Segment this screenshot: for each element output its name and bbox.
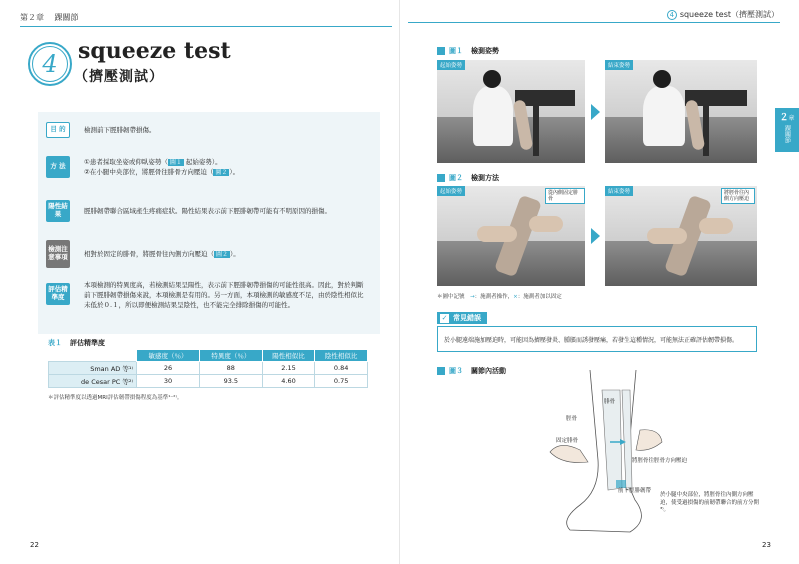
fig-ref: 圖２ (215, 169, 228, 176)
figure2-photo-end (605, 186, 757, 286)
figure1-title: 檢測姿勢 (471, 47, 499, 55)
figure1-photo-end (605, 60, 757, 163)
page-subtitle: （擠壓測試） (74, 69, 164, 85)
method-line2-post: ）。 (229, 168, 240, 176)
figure2-number: 圖２ (449, 174, 463, 182)
page-number-left: 22 (30, 541, 39, 549)
caution-pre: 相對於固定的腓骨，將脛骨往內側方向壓迫（ (84, 249, 214, 258)
legend-post: ：施測者加以固定 (517, 294, 562, 300)
header-rule-right (408, 22, 780, 23)
accuracy-table (48, 349, 368, 388)
table-cell: de Cesar PC 等²⁾ (49, 375, 137, 388)
figure-legend-note (437, 292, 562, 300)
figure1-label (437, 46, 499, 56)
photo-callout: 從內側固定腓骨 (545, 188, 585, 204)
side-tab-word: 章 (788, 115, 795, 122)
table-cell: 4.60 (262, 375, 315, 388)
common-mistake-title: 常見錯誤 (453, 314, 481, 322)
table-header: 敏感度（％） (137, 350, 200, 362)
section-label: 踝關節 (54, 13, 79, 22)
photo-tag: 起始姿勢 (437, 60, 465, 70)
method-line2-pre: ②在小腿中央部位，將脛骨往腓骨方向壓迫（ (84, 168, 214, 176)
anatomy-description: 於小腿中央部位，將脛骨往內側方向壓迫，使受過損傷的前韌帶聯合的前方分開³⁾。 (660, 492, 760, 514)
legend-x-icon: × (513, 294, 518, 300)
photo-examiner-head (653, 70, 671, 88)
figure-marker (437, 174, 445, 182)
table-cell: 93.5 (199, 375, 262, 388)
figure1-photo-start (437, 60, 585, 163)
table-caption (48, 338, 105, 348)
table-cell: 0.84 (315, 362, 368, 375)
header-rule (20, 26, 392, 27)
purpose-row (46, 122, 156, 138)
legend-pre: ＊圖中記號 (437, 294, 471, 300)
page-number-right: 23 (762, 541, 771, 549)
figure2-photo-start (437, 186, 585, 286)
caution-badge: 檢測注意事項 (46, 240, 70, 268)
photo-tag: 結束姿勢 (605, 60, 633, 70)
figure-marker (437, 367, 445, 375)
section-number: 4 (32, 46, 68, 82)
common-mistake-heading (437, 312, 487, 324)
chapter-header (20, 12, 87, 23)
photo-tag: 結束姿勢 (605, 186, 633, 196)
table-header: 特異度（％） (199, 350, 262, 362)
photo-examiner-hand (529, 216, 563, 232)
figure3-label (437, 366, 506, 376)
photo-examiner-hand (477, 226, 517, 242)
method-row (46, 156, 239, 178)
running-header-text: squeeze test（擠壓測試） (679, 10, 779, 19)
table-header: 陽性相似比 (262, 350, 315, 362)
running-header-number: 4 (667, 10, 677, 20)
figure3-title: 關節內活動 (471, 367, 506, 375)
table-note: ＊評估精準度以透過MRI評估韌帶損傷程度為基準¹⁻²⁾。 (48, 395, 183, 401)
table-header: 陰性相似比 (315, 350, 368, 362)
table-row (49, 362, 368, 375)
table-row (49, 375, 368, 388)
purpose-badge: 目 的 (46, 122, 70, 138)
gutter (399, 0, 400, 564)
photo-examiner-head (483, 70, 501, 88)
positive-badge: 陽性結果 (46, 200, 70, 222)
table-cell: 30 (137, 375, 200, 388)
common-mistake-box (437, 326, 757, 352)
anatomy-label: 固定腓骨 (556, 438, 579, 444)
positive-row (46, 200, 331, 222)
side-tab-chapter: ２ (779, 113, 789, 123)
photo-examiner-hand (647, 228, 687, 244)
photo-examiner (473, 86, 513, 146)
anatomy-label: 前下脛腓韌帶 (618, 488, 652, 494)
figure1-number: 圖１ (449, 47, 463, 55)
fig-ref: 圖２ (216, 250, 229, 258)
check-icon: ✓ (441, 313, 448, 322)
common-mistake-text: 於小腿遠端施加壓迫時，可能因為擠壓發炎、腫脹而誘發壓痛，若發生這種情況，可能無法正確評估韌帶損傷。 (444, 337, 739, 344)
positive-text: 脛腓韌帶聯合區域產生疼痛症狀。陽性結果表示前下脛腓韌帶可能有不明原因的損傷。 (84, 206, 331, 215)
accuracy-row (46, 280, 368, 310)
legend-mid: ：施測者操作， (474, 294, 514, 300)
sequence-arrow-icon (591, 228, 600, 244)
table-cell: Sman AD 等¹⁾ (49, 362, 137, 375)
figure3-number: 圖３ (449, 367, 463, 375)
table-header-empty (49, 350, 137, 362)
figure2-title: 檢測方法 (471, 174, 499, 182)
anatomy-label: 將脛骨往脛骨方向壓迫 (632, 458, 688, 464)
figure2-label (437, 173, 499, 183)
method-badge: 方 法 (46, 156, 70, 178)
photo-examiner-hand (699, 218, 733, 234)
table-cell: 0.75 (315, 375, 368, 388)
photo-table-leg (533, 106, 539, 156)
side-tab-section: 踝關節 (783, 125, 791, 143)
photo-table-leg (703, 106, 709, 156)
ankle-anatomy-illustration (540, 370, 680, 535)
photo-tag: 起始姿勢 (437, 186, 465, 196)
chapter-label: 第２章 (20, 13, 44, 22)
table-title: 評估精準度 (70, 339, 105, 347)
test-summary-box (38, 112, 380, 334)
photo-examiner (643, 86, 685, 146)
anatomy-label: 脛骨 (566, 416, 578, 422)
caution-text (84, 249, 240, 259)
method-text (84, 157, 239, 178)
table-cell: 88 (199, 362, 262, 375)
fig-ref: 圖１ (169, 158, 182, 166)
figure-marker (437, 47, 445, 55)
page-title: squeeze test (78, 38, 231, 64)
table-cell: 26 (137, 362, 200, 375)
anatomy-label: 腓骨 (604, 399, 616, 405)
legend-arrow-icon: → (470, 294, 475, 300)
table-number: 表１ (48, 339, 62, 347)
sequence-arrow-icon (591, 104, 600, 120)
table-cell: 2.15 (262, 362, 315, 375)
accuracy-text: 本項檢測的特異度高，若檢測結果呈陽性，表示前下脛腓韌帶損傷的可能性很高。因此，對於判斷前下脛腓韌帶損傷來說，本項檢測是有用的。另一方面，本項檢測的敏感度不足，由於陰性相似比未低於０.１，所以即便檢測結果呈陰性，也不能完全排除損傷的可能性。 (84, 281, 364, 310)
method-line1-pre: ①患者採取坐姿或仰臥姿勢（ (84, 157, 168, 166)
running-header (667, 9, 779, 20)
photo-callout: 將脛骨往內側方向壓迫 (721, 188, 755, 204)
caution-post: ）。 (230, 249, 240, 258)
section-number-badge (28, 42, 72, 86)
caution-row (46, 240, 240, 268)
purpose-text: 檢測前下脛腓韌帶損傷。 (84, 125, 156, 134)
table-header-row (49, 350, 368, 362)
accuracy-badge: 評估精準度 (46, 283, 70, 305)
chapter-side-tab (775, 108, 799, 152)
method-line1-post: 起始姿勢）。 (183, 157, 222, 166)
